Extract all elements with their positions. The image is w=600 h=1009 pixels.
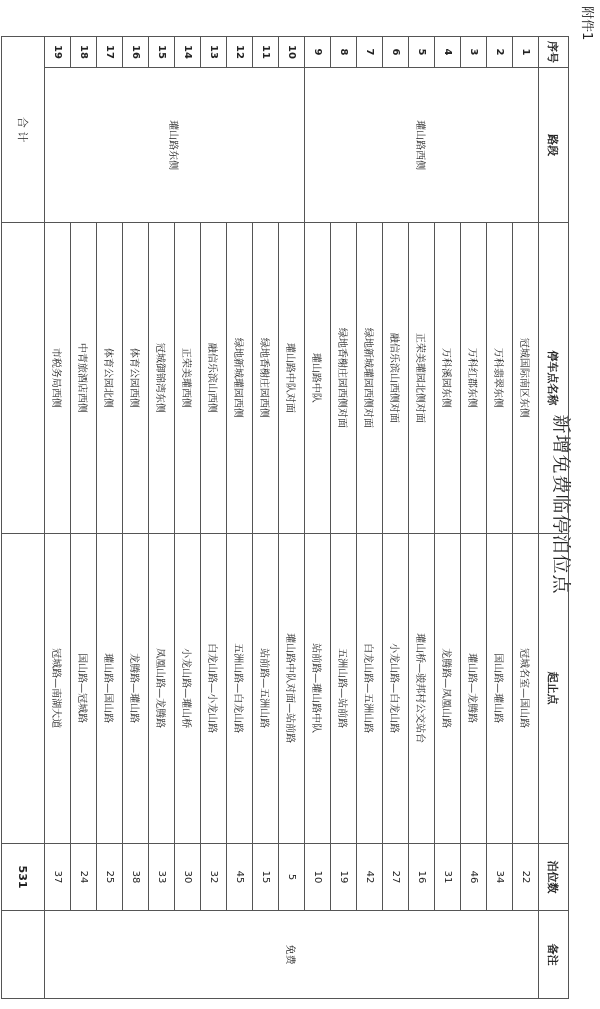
header-name: 停车点名称	[539, 223, 569, 533]
road-group-east: 瓘山路东侧	[45, 68, 305, 223]
row-name: 正荣美瓘西侧	[175, 223, 201, 533]
row-section: 国山路—冠城路	[71, 533, 97, 843]
row-no: 5	[409, 37, 435, 68]
row-no: 4	[435, 37, 461, 68]
row-no: 13	[201, 37, 227, 68]
row-count: 10	[305, 843, 331, 910]
table-row	[279, 37, 305, 999]
row-count: 33	[149, 843, 175, 910]
row-name: 万科红郡东侧	[461, 223, 487, 533]
row-no: 1	[513, 37, 539, 68]
row-name: 绿地香榭庄园西侧	[253, 223, 279, 533]
row-name: 绿地香榭庄园西侧对面	[331, 223, 357, 533]
row-name: 瓘山路中队	[305, 223, 331, 533]
total-empty-name	[2, 223, 45, 533]
row-name: 冠城御锦湾东侧	[149, 223, 175, 533]
row-name: 绿地新城瓘园西侧对面	[357, 223, 383, 533]
row-count: 19	[331, 843, 357, 910]
row-no: 7	[357, 37, 383, 68]
row-no: 15	[149, 37, 175, 68]
row-count: 37	[45, 843, 71, 910]
row-name: 万科翡翠东侧	[487, 223, 513, 533]
row-count: 27	[383, 843, 409, 910]
row-section: 白龙山路—小龙山路	[201, 533, 227, 843]
row-name: 冠城国际南区东侧	[513, 223, 539, 533]
row-section: 五洲山路—白龙山路	[227, 533, 253, 843]
row-section: 凤凰山路—龙腾路	[149, 533, 175, 843]
row-section: 五洲山路—站前路	[331, 533, 357, 843]
row-no: 16	[123, 37, 149, 68]
road-group-west: 瓘山路西侧	[305, 68, 539, 223]
row-name: 融信乐滨山西侧对面	[383, 223, 409, 533]
row-section: 冠城名室—国山路	[513, 533, 539, 843]
header-no: 序号	[539, 37, 569, 68]
row-name: 中青旅酒店西侧	[71, 223, 97, 533]
row-count: 25	[97, 843, 123, 910]
row-section: 站前路—五洲山路	[253, 533, 279, 843]
row-name: 万科溪园东侧	[435, 223, 461, 533]
header-road: 路段	[539, 68, 569, 223]
row-count: 24	[71, 843, 97, 910]
row-no: 2	[487, 37, 513, 68]
row-name: 体育公园西侧	[123, 223, 149, 533]
row-no: 14	[175, 37, 201, 68]
row-section: 瓘山路中队对面—站前路	[279, 533, 305, 843]
header-section: 起止点	[539, 533, 569, 843]
row-section: 瓘山桥—骏邦村公交站台	[409, 533, 435, 843]
row-section: 龙腾路—瓘山路	[123, 533, 149, 843]
row-no: 3	[461, 37, 487, 68]
row-count: 22	[513, 843, 539, 910]
parking-table	[1, 36, 569, 999]
row-no: 10	[279, 37, 305, 68]
total-label: 合 计	[2, 37, 45, 223]
table-body	[45, 37, 539, 999]
row-no: 12	[227, 37, 253, 68]
total-row	[2, 37, 45, 999]
row-count: 42	[357, 843, 383, 910]
header-note: 备注	[539, 911, 569, 999]
row-no: 11	[253, 37, 279, 68]
row-no: 8	[331, 37, 357, 68]
row-section: 小龙山路—白龙山路	[383, 533, 409, 843]
row-name: 瓘山路中队对面	[279, 223, 305, 533]
total-empty-section	[2, 533, 45, 843]
page-title: 新增免费临停泊位点	[550, 414, 572, 595]
row-name: 市税务局西侧	[45, 223, 71, 533]
row-name: 体育公园北侧	[97, 223, 123, 533]
total-empty-note	[2, 911, 45, 999]
row-section: 白龙山路—五洲山路	[357, 533, 383, 843]
note-free: 免费	[45, 911, 539, 999]
row-section: 站前路—瓘山路中队	[305, 533, 331, 843]
row-no: 9	[305, 37, 331, 68]
annex-label: 附件1	[579, 6, 594, 41]
row-count: 15	[253, 843, 279, 910]
row-count: 16	[409, 843, 435, 910]
row-name: 融信乐滨山西侧	[201, 223, 227, 533]
row-count: 31	[435, 843, 461, 910]
header-row	[539, 37, 569, 999]
row-section: 龙腾路—凤凰山路	[435, 533, 461, 843]
row-name: 正荣美瓘园北侧对面	[409, 223, 435, 533]
row-count: 5	[279, 843, 305, 910]
row-no: 19	[45, 37, 71, 68]
row-section: 国山路—瓘山路	[487, 533, 513, 843]
row-count: 45	[227, 843, 253, 910]
row-section: 小龙山路—瓘山桥	[175, 533, 201, 843]
row-count: 30	[175, 843, 201, 910]
row-count: 32	[201, 843, 227, 910]
row-no: 17	[97, 37, 123, 68]
row-count: 46	[461, 843, 487, 910]
row-name: 绿地新城瓘园西侧	[227, 223, 253, 533]
row-section: 瓘山路—国山路	[97, 533, 123, 843]
row-count: 34	[487, 843, 513, 910]
row-section: 瓘山路—龙腾路	[461, 533, 487, 843]
header-count: 泊位数	[539, 843, 569, 910]
row-count: 38	[123, 843, 149, 910]
row-no: 6	[383, 37, 409, 68]
row-no: 18	[71, 37, 97, 68]
row-section: 冠城路—南湖大道	[45, 533, 71, 843]
total-value: 531	[2, 843, 45, 910]
table-row	[513, 37, 539, 999]
